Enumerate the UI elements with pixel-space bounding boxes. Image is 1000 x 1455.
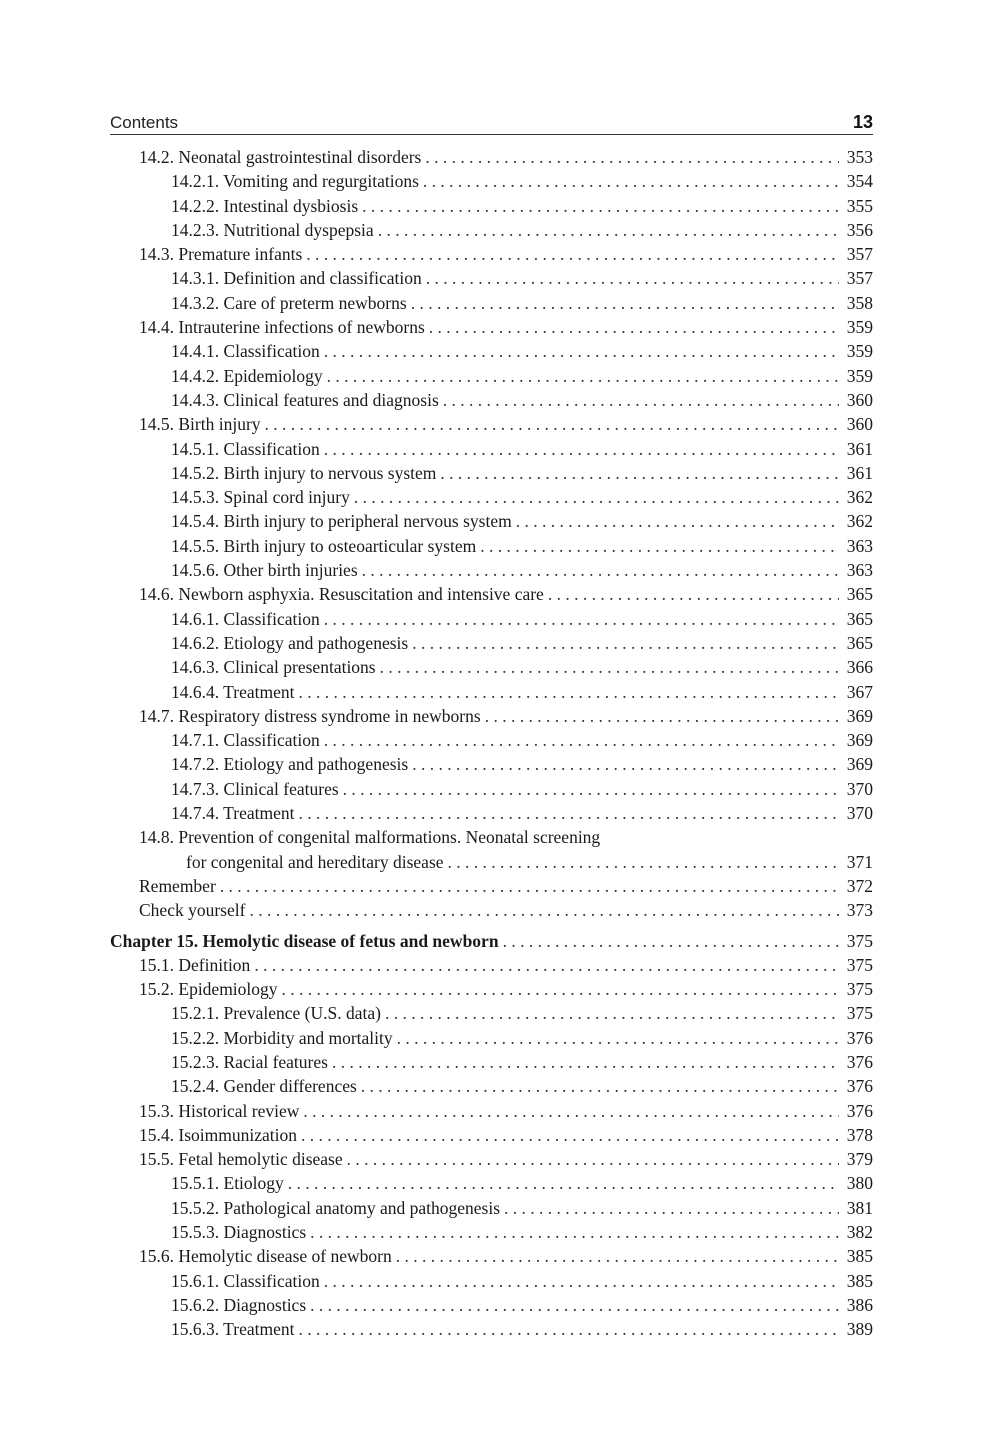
dot-leader — [332, 1052, 839, 1073]
toc-entry-page: 359 — [846, 317, 873, 338]
toc-entry-page: 357 — [846, 244, 873, 265]
toc-entry-page: 363 — [846, 560, 873, 581]
toc-entry-title: Check yourself — [139, 900, 246, 921]
toc-entry-page: 358 — [846, 292, 873, 313]
dot-leader — [324, 341, 839, 362]
toc-entry-page: 366 — [846, 657, 873, 678]
toc-entry-title: 14.3.1. Definition and classification — [171, 268, 422, 289]
toc-entry-page: 367 — [846, 681, 873, 702]
toc-entry-title: 15.6.2. Diagnostics — [171, 1294, 307, 1315]
toc-entry — [110, 439, 873, 463]
toc-entry — [110, 293, 873, 317]
toc-entry — [110, 147, 873, 171]
toc-entry-title: 15.5. Fetal hemolytic disease — [139, 1149, 343, 1170]
toc-entry-page: 378 — [846, 1124, 873, 1145]
toc-entry-title: 14.5. Birth injury — [139, 414, 261, 435]
toc-entry — [110, 366, 873, 390]
dot-leader — [423, 171, 839, 192]
toc-entry-title: 14.5.6. Other birth injuries — [171, 560, 358, 581]
toc-entry — [110, 609, 873, 633]
toc-entry — [110, 584, 873, 608]
toc-entry — [110, 341, 873, 365]
toc-entry-page: 365 — [846, 632, 873, 653]
toc-entry-title: 14.4. Intrauterine infections of newborns — [139, 317, 425, 338]
dot-leader — [443, 390, 839, 411]
toc-entry-page: 372 — [846, 875, 873, 896]
toc-entry-page: 376 — [846, 1076, 873, 1097]
toc-entry-page: 375 — [846, 954, 873, 975]
toc-entry-page: 354 — [846, 171, 873, 192]
dot-leader — [324, 1271, 839, 1292]
dot-leader — [385, 1003, 839, 1024]
toc-entry — [110, 1198, 873, 1222]
toc-entry-title: 15.6.1. Classification — [171, 1270, 320, 1291]
toc-entry — [110, 1295, 873, 1319]
toc-entry-title: 15.2. Epidemiology — [139, 979, 278, 1000]
toc-entry-page: 361 — [846, 462, 873, 483]
toc-entry — [110, 1125, 873, 1149]
toc-entry — [110, 1101, 873, 1125]
toc-entry-page: 353 — [846, 147, 873, 167]
dot-leader — [361, 1076, 839, 1097]
dot-leader — [303, 1101, 839, 1122]
toc-entry-page: 369 — [846, 705, 873, 726]
toc-entry-page: 363 — [846, 535, 873, 556]
dot-leader — [249, 900, 839, 921]
dot-leader — [310, 1295, 839, 1316]
toc-entry — [110, 955, 873, 979]
toc-entry-page: 369 — [846, 730, 873, 751]
toc-entry-page: 365 — [846, 584, 873, 605]
toc-entry — [110, 657, 873, 681]
toc-entry — [110, 979, 873, 1003]
dot-leader — [426, 268, 839, 289]
toc-entry-page: 375 — [846, 979, 873, 1000]
toc-entry — [110, 536, 873, 560]
dot-leader — [448, 852, 839, 873]
toc-entry-page: 375 — [846, 930, 873, 951]
toc-entry-title: 14.2. Neonatal gastrointestinal disorders — [139, 147, 422, 167]
toc-entry-title: 15.5.3. Diagnostics — [171, 1222, 307, 1243]
toc-entry-page: 371 — [846, 851, 873, 872]
dot-leader — [362, 560, 839, 581]
toc-entry-title: 14.4.2. Epidemiology — [171, 365, 323, 386]
toc-entry-page: 359 — [846, 341, 873, 362]
dot-leader — [254, 955, 839, 976]
toc-entry — [110, 730, 873, 754]
dot-leader — [362, 196, 839, 217]
toc-entry — [110, 244, 873, 268]
toc-entry-title: 14.5.1. Classification — [171, 438, 320, 459]
toc-entry — [110, 1052, 873, 1076]
toc-entry-title: 14.2.1. Vomiting and regurgitations — [171, 171, 419, 192]
toc-entry — [110, 1003, 873, 1027]
toc-entry — [110, 317, 873, 341]
toc-entry-page: 376 — [846, 1027, 873, 1048]
toc-entry — [110, 706, 873, 730]
dot-leader — [324, 439, 839, 460]
toc-entry — [110, 754, 873, 778]
toc-entry-title: 14.6. Newborn asphyxia. Resuscitation and intensive care — [139, 584, 544, 605]
toc-entry — [110, 1149, 873, 1173]
toc-entry — [110, 1028, 873, 1052]
toc-entry — [110, 220, 873, 244]
toc-entry-page: 355 — [846, 195, 873, 216]
toc-entry-title: 14.2.2. Intestinal dysbiosis — [171, 195, 359, 216]
toc-entry-page: 381 — [846, 1197, 873, 1218]
toc-entry — [110, 1271, 873, 1295]
toc-entry — [110, 1173, 873, 1197]
dot-leader — [396, 1246, 839, 1267]
toc-entry — [110, 511, 873, 535]
toc-entry — [110, 463, 873, 487]
toc-entry-page: 360 — [846, 414, 873, 435]
toc-entry — [110, 1246, 873, 1270]
toc-entry — [110, 633, 873, 657]
dot-leader — [347, 1149, 839, 1170]
toc-entry-title: 14.3.2. Care of preterm newborns — [171, 292, 407, 313]
dot-leader — [485, 706, 839, 727]
toc-entry-page: 370 — [846, 778, 873, 799]
toc-entry-page: 370 — [846, 803, 873, 824]
toc-entry-page: 365 — [846, 608, 873, 629]
toc-entry — [110, 1319, 873, 1343]
toc-entry-title: 14.6.4. Treatment — [171, 681, 295, 702]
dot-leader — [220, 876, 839, 897]
dot-leader — [503, 931, 839, 952]
toc-entry-page: 360 — [846, 389, 873, 410]
toc-entry-title: 15.5.2. Pathological anatomy and pathogenesis — [171, 1197, 501, 1218]
toc-entry-title: for congenital and hereditary disease — [186, 851, 444, 872]
dot-leader — [412, 633, 839, 654]
dot-leader — [412, 754, 839, 775]
toc-entry-title: 14.5.4. Birth injury to peripheral nervous system — [171, 511, 512, 532]
toc-entry-title: 15.4. Isoimmunization — [139, 1124, 297, 1145]
toc-entry-title: 15.6.3. Treatment — [171, 1319, 295, 1340]
toc-entry — [110, 876, 873, 900]
toc-entry-page: 361 — [846, 438, 873, 459]
toc-entry — [110, 852, 873, 876]
toc-entry-page: 362 — [846, 511, 873, 532]
toc-entry-title: 15.2.2. Morbidity and mortality — [171, 1027, 393, 1048]
dot-leader — [504, 1198, 839, 1219]
dot-leader — [282, 979, 839, 1000]
dot-leader — [429, 317, 839, 338]
dot-leader — [397, 1028, 839, 1049]
dot-leader — [298, 1319, 839, 1340]
toc-entry-page: 369 — [846, 754, 873, 775]
toc-entry-title: 14.5.2. Birth injury to nervous system — [171, 462, 437, 483]
page-number: 13 — [852, 112, 873, 132]
toc-entry-page: 385 — [846, 1246, 873, 1267]
dot-leader — [301, 1125, 839, 1146]
toc-entry — [110, 171, 873, 195]
dot-leader — [425, 147, 839, 168]
toc-entry-page: 357 — [846, 268, 873, 289]
dot-leader — [288, 1173, 839, 1194]
toc-entry-title: 14.4.3. Clinical features and diagnosis — [171, 389, 439, 410]
dot-leader — [310, 1222, 839, 1243]
toc-entry-page: 380 — [846, 1173, 873, 1194]
toc-entry — [110, 390, 873, 414]
toc-entry-title: 15.1. Definition — [139, 954, 251, 975]
dot-leader — [480, 536, 839, 557]
toc-entry-title: 14.4.1. Classification — [171, 341, 320, 362]
toc-entry-title: 14.3. Premature infants — [139, 244, 303, 265]
toc-entry-title: 14.7. Respiratory distress syndrome in newborns — [139, 705, 481, 726]
toc-entry-page: 382 — [846, 1222, 873, 1243]
toc-entry — [110, 560, 873, 584]
dot-leader — [354, 487, 839, 508]
toc-chapter-entry — [110, 931, 873, 955]
toc-entry-title: 14.6.1. Classification — [171, 608, 320, 629]
toc-entry-title: 14.8. Prevention of congenital malformations. Neonatal screening — [139, 827, 601, 848]
toc-entry-title: 15.2.3. Racial features — [171, 1051, 328, 1072]
toc-entry-page: 359 — [846, 365, 873, 386]
dot-leader — [265, 414, 839, 435]
header-title: Contents — [110, 113, 179, 132]
toc-entry-title: 14.5.3. Spinal cord injury — [171, 487, 350, 508]
toc-entry-page: 376 — [846, 1051, 873, 1072]
toc-entry-title: 14.6.3. Clinical presentations — [171, 657, 376, 678]
toc-entry — [110, 414, 873, 438]
dot-leader — [306, 244, 839, 265]
toc-entry-title: 14.7.2. Etiology and pathogenesis — [171, 754, 409, 775]
toc-entry — [110, 900, 873, 924]
dot-leader — [380, 657, 839, 678]
toc-entry — [110, 196, 873, 220]
toc-entry-page: 375 — [846, 1003, 873, 1024]
toc-entry-page: 362 — [846, 487, 873, 508]
dot-leader — [378, 220, 839, 241]
toc-entry-title: 14.5.5. Birth injury to osteoarticular system — [171, 535, 477, 556]
dot-leader — [298, 682, 839, 703]
toc-entry-page: 373 — [846, 900, 873, 921]
toc-entry — [110, 1222, 873, 1246]
toc-entry-title: 14.7.4. Treatment — [171, 803, 295, 824]
toc-entry-page: 386 — [846, 1294, 873, 1315]
toc-entry — [110, 487, 873, 511]
toc-entry-title: Remember — [139, 875, 216, 896]
toc-entry-title: 15.3. Historical review — [139, 1100, 300, 1121]
dot-leader — [548, 584, 839, 605]
toc-entry-page: 389 — [846, 1319, 873, 1340]
toc-entry-title: 15.6. Hemolytic disease of newborn — [139, 1246, 392, 1267]
toc-entry-title: 15.2.4. Gender differences — [171, 1076, 357, 1097]
dot-leader — [324, 609, 839, 630]
toc-entry-title: 15.2.1. Prevalence (U.S. data) — [171, 1003, 381, 1024]
toc-entry-title: 14.6.2. Etiology and pathogenesis — [171, 632, 409, 653]
table-of-contents — [110, 147, 873, 1344]
toc-entry-title: 14.7.1. Classification — [171, 730, 320, 751]
toc-entry — [110, 827, 873, 851]
toc-entry-title: 15.5.1. Etiology — [171, 1173, 284, 1194]
toc-entry-title: 14.2.3. Nutritional dyspepsia — [171, 219, 374, 240]
toc-entry — [110, 803, 873, 827]
toc-entry — [110, 1076, 873, 1100]
dot-leader — [324, 730, 839, 751]
toc-entry-page: 356 — [846, 219, 873, 240]
running-header — [110, 112, 873, 135]
dot-leader — [327, 366, 839, 387]
toc-entry-page: 379 — [846, 1149, 873, 1170]
toc-entry — [110, 779, 873, 803]
toc-entry — [110, 268, 873, 292]
dot-leader — [411, 293, 839, 314]
toc-entry — [110, 682, 873, 706]
dot-leader — [440, 463, 839, 484]
dot-leader — [298, 803, 839, 824]
toc-entry-title: Chapter 15. Hemolytic disease of fetus and newborn — [110, 930, 499, 951]
toc-entry-page: 376 — [846, 1100, 873, 1121]
toc-entry-title: 14.7.3. Clinical features — [171, 778, 339, 799]
dot-leader — [343, 779, 839, 800]
dot-leader — [516, 511, 839, 532]
toc-entry-page: 385 — [846, 1270, 873, 1291]
